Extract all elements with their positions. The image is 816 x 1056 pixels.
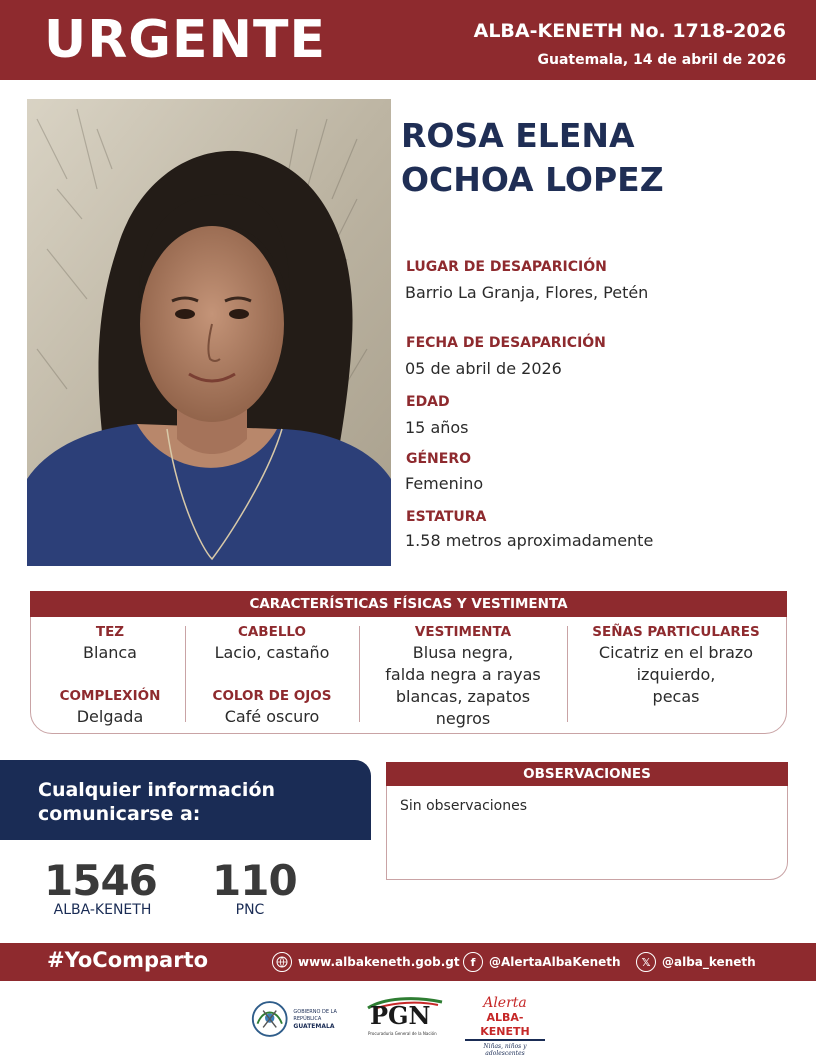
urgent-title: URGENTE [44,10,326,70]
alba-keneth-phone-number: 1546 [44,856,157,905]
contact-text [38,778,275,826]
tez-label: TEZ [95,624,125,640]
gov-line1: GOBIERNO DE LA REPÚBLICA [293,1008,337,1022]
x-icon: 𝕏 [636,952,656,972]
x-text: @alba_keneth [662,955,756,969]
pgn-subtext: Procuraduría General de la Nación [368,1031,437,1036]
observations-title: OBSERVACIONES [386,762,788,786]
person-name-line2: OCHOA LOPEZ [401,160,664,199]
genero-value: Femenino [405,474,484,493]
pnc-phone-number: 110 [212,856,297,905]
government-logo [250,997,362,1041]
cabello-value: Lacio, castaño [214,643,330,662]
senas-line: izquierdo, [636,665,716,684]
vestimenta-line: falda negra a rayas [385,665,541,684]
facebook-text: @AlertaAlbaKeneth [489,955,621,969]
complexion-value: Delgada [76,707,144,726]
senas-line: Cicatriz en el brazo [598,643,754,662]
fecha-label: FECHA DE DESAPARICIÓN [406,335,606,351]
eye-color-label: COLOR DE OJOS [212,688,332,704]
pgn-text: PGN [370,1001,431,1030]
estatura-value: 1.58 metros aproximadamente [405,531,654,550]
cabello-label: CABELLO [237,624,307,640]
contact-banner [0,760,371,840]
characteristics-title: CARACTERÍSTICAS FÍSICAS Y VESTIMENTA [30,591,787,617]
logo-row [0,995,816,1056]
vestimenta-line: Blusa negra, [412,643,514,662]
eye-color-value: Café oscuro [224,707,320,726]
alba-keneth-phone-label: ALBA-KENETH [53,902,152,918]
x-link[interactable] [636,951,756,973]
pgn-logo [364,995,446,1041]
facebook-link[interactable] [463,951,621,973]
alba-keneth-subtext: Niñas, niños y adolescentes [483,1043,527,1056]
fecha-value: 05 de abril de 2026 [405,359,562,378]
estatura-label: ESTATURA [406,509,487,525]
edad-label: EDAD [406,394,450,410]
person-name [401,114,801,202]
missing-person-photo [27,99,391,566]
genero-label: GÉNERO [406,451,472,467]
contact-line2: comunicarse a: [38,803,201,825]
alba-keneth-logo [465,995,545,1056]
vestimenta-line: negros [435,709,491,728]
alerta-text: Alerta [483,995,527,1011]
senas-label: SEÑAS PARTICULARES [592,624,760,640]
alert-date: Guatemala, 14 de abril de 2026 [537,52,786,68]
pnc-phone-label: PNC [235,902,265,918]
website-link[interactable] [272,951,460,973]
column-divider [567,626,568,722]
lugar-label: LUGAR DE DESAPARICIÓN [406,259,607,275]
footer-bar [0,943,816,981]
coat-of-arms-icon [250,998,289,1040]
person-name-line1: ROSA ELENA [401,116,635,155]
complexion-label: COMPLEXIÓN [59,688,161,704]
senas-line: pecas [652,687,700,706]
contact-line1: Cualquier información [38,779,276,801]
vestimenta-value [364,642,562,730]
website-text: www.albakeneth.gob.gt [298,955,460,969]
globe-icon [272,952,292,972]
observations-text: Sin observaciones [400,798,528,814]
column-divider [185,626,186,722]
vestimenta-line: blancas, zapatos [395,687,531,706]
facebook-icon: f [463,952,483,972]
vestimenta-label: VESTIMENTA [414,624,512,640]
senas-value [572,642,780,708]
hashtag: #YoComparto [47,948,209,972]
tez-value: Blanca [83,643,137,662]
gov-line2: GUATEMALA [293,1022,335,1030]
header-bar [0,0,816,80]
alert-number: ALBA-KENETH No. 1718-2026 [473,20,786,42]
column-divider [359,626,360,722]
alba-keneth-text: ALBA-KENETH [465,1011,545,1041]
lugar-value: Barrio La Granja, Flores, Petén [405,283,649,302]
edad-value: 15 años [405,418,469,437]
